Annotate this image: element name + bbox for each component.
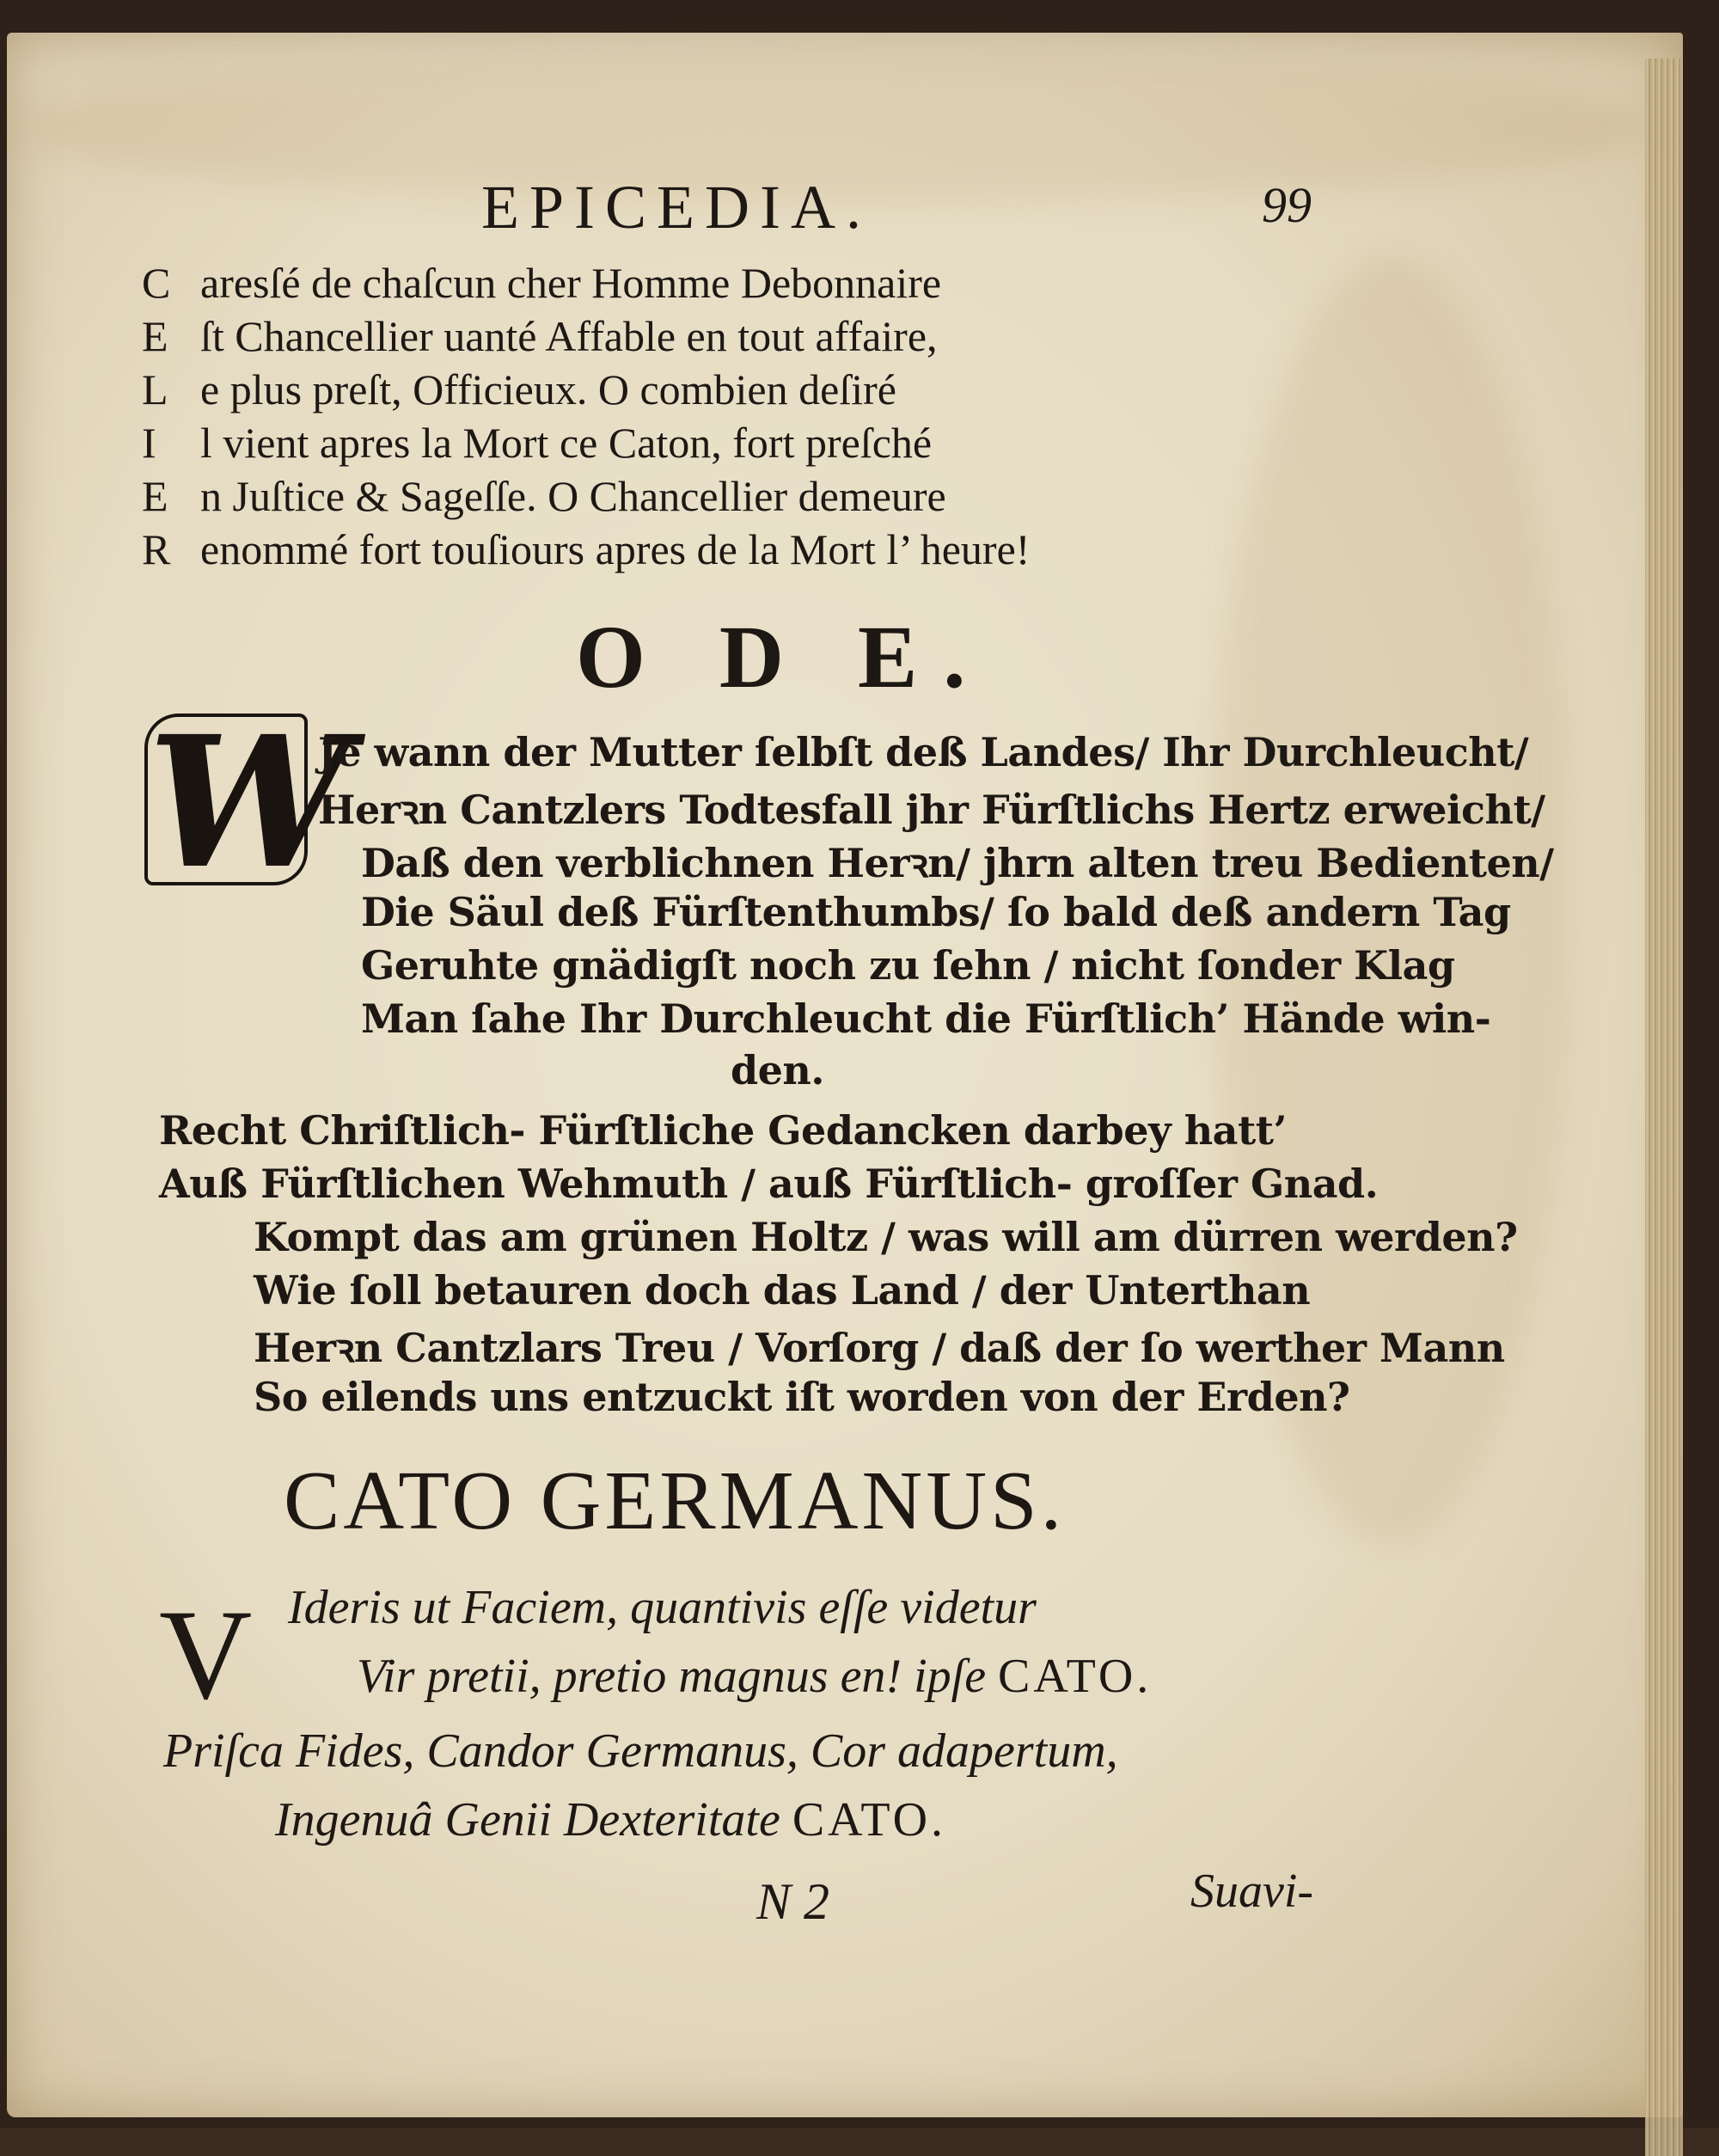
cato-initial: V — [159, 1583, 253, 1726]
ode-decorated-initial: W — [144, 714, 308, 885]
ode-line: Herꝛn Cantzlars Treu / Vorſorg / daß der ſo werther Mann — [254, 1325, 1505, 1371]
acrostic-line — [142, 311, 938, 361]
cato-line-italic: Vir pretii, pretio magnus en! ipſe — [357, 1650, 987, 1703]
page-number: 99 — [1262, 177, 1312, 233]
acrostic-initial: R — [142, 525, 171, 573]
cato-line: Ideris ut Faciem, quantivis eſſe videtur — [288, 1581, 1037, 1634]
ode-line: Recht Chriſtlich- Fürſtliche Gedancken darbey hatt’ — [159, 1107, 1287, 1154]
ode-line: Daß den verblichnen Herꝛn/ jhrn alten treu Bedienten/ — [361, 840, 1554, 886]
page-edges — [1645, 58, 1683, 2156]
acrostic-line — [142, 418, 932, 468]
cato-title: CATO GERMANUS. — [284, 1455, 1066, 1547]
ode-line: Die Säul deß Fürſtenthumbs/ ſo bald deß andern Tag — [361, 889, 1511, 935]
ode-line: Man ſahe Ihr Durchleucht die Fürſtlich’ Hände win- — [361, 995, 1491, 1042]
cato-name: CATO. — [792, 1793, 947, 1847]
acrostic-initial: I — [142, 419, 156, 467]
acrostic-line — [142, 364, 896, 414]
running-head: EPICEDIA. — [481, 173, 872, 242]
acrostic-line — [142, 524, 1030, 574]
acrostic-initial: C — [142, 259, 171, 307]
cato-name: CATO. — [998, 1650, 1153, 1703]
acrostic-initial: L — [142, 365, 168, 413]
cato-line-italic: Ingenuâ Genii Dexteritate — [275, 1793, 780, 1847]
ode-line: den. — [731, 1047, 824, 1093]
signature-mark: N 2 — [756, 1873, 830, 1930]
ode-line: Wie ſoll betauren doch das Land / der Unterthan — [254, 1267, 1311, 1314]
ode-line: Herꝛn Cantzlers Todtesfall jhr Fürſtlichs Hertz erweicht/ — [318, 787, 1545, 833]
catchword: Suavi- — [1190, 1865, 1314, 1918]
ode-line: Geruhte gnädigſt noch zu ſehn / nicht ſonder Klag — [361, 942, 1455, 989]
acrostic-text: n Juſtice & Sageſſe. O Chancellier demeure — [200, 472, 946, 520]
cato-line: Priſca Fides, Candor Germanus, Cor adapertum, — [163, 1724, 1118, 1778]
ode-line: Je wann der Mutter ſelbſt deß Landes/ Ihr Durchleucht/ — [318, 729, 1529, 775]
acrostic-initial: E — [142, 312, 168, 360]
acrostic-text: aresſé de chaſcun cher Homme Debonnaire — [200, 259, 942, 307]
acrostic-text: ſt Chancellier uanté Affable en tout affaire, — [200, 312, 938, 360]
ode-line: Kompt das am grünen Holtz / was will am dürren werden? — [254, 1214, 1518, 1260]
ode-title: O D E. — [576, 608, 992, 707]
acrostic-line — [142, 258, 941, 308]
acrostic-text: l vient apres la Mort ce Caton, fort preſché — [200, 419, 933, 467]
acrostic-line — [142, 471, 946, 521]
ode-line: Auß Fürſtlichen Wehmuth / auß Fürſtlich- groſſer Gnad. — [159, 1161, 1379, 1207]
acrostic-initial: E — [142, 472, 168, 520]
cato-line — [275, 1792, 946, 1847]
cato-line — [357, 1649, 1152, 1704]
acrostic-text: e plus preſt, Officieux. O combien deſiré — [200, 365, 896, 413]
acrostic-text: enommé fort touſiours apres de la Mort l’ heure! — [200, 525, 1031, 573]
ode-line: So eilends uns entzuckt iſt worden von der Erden? — [254, 1374, 1350, 1420]
